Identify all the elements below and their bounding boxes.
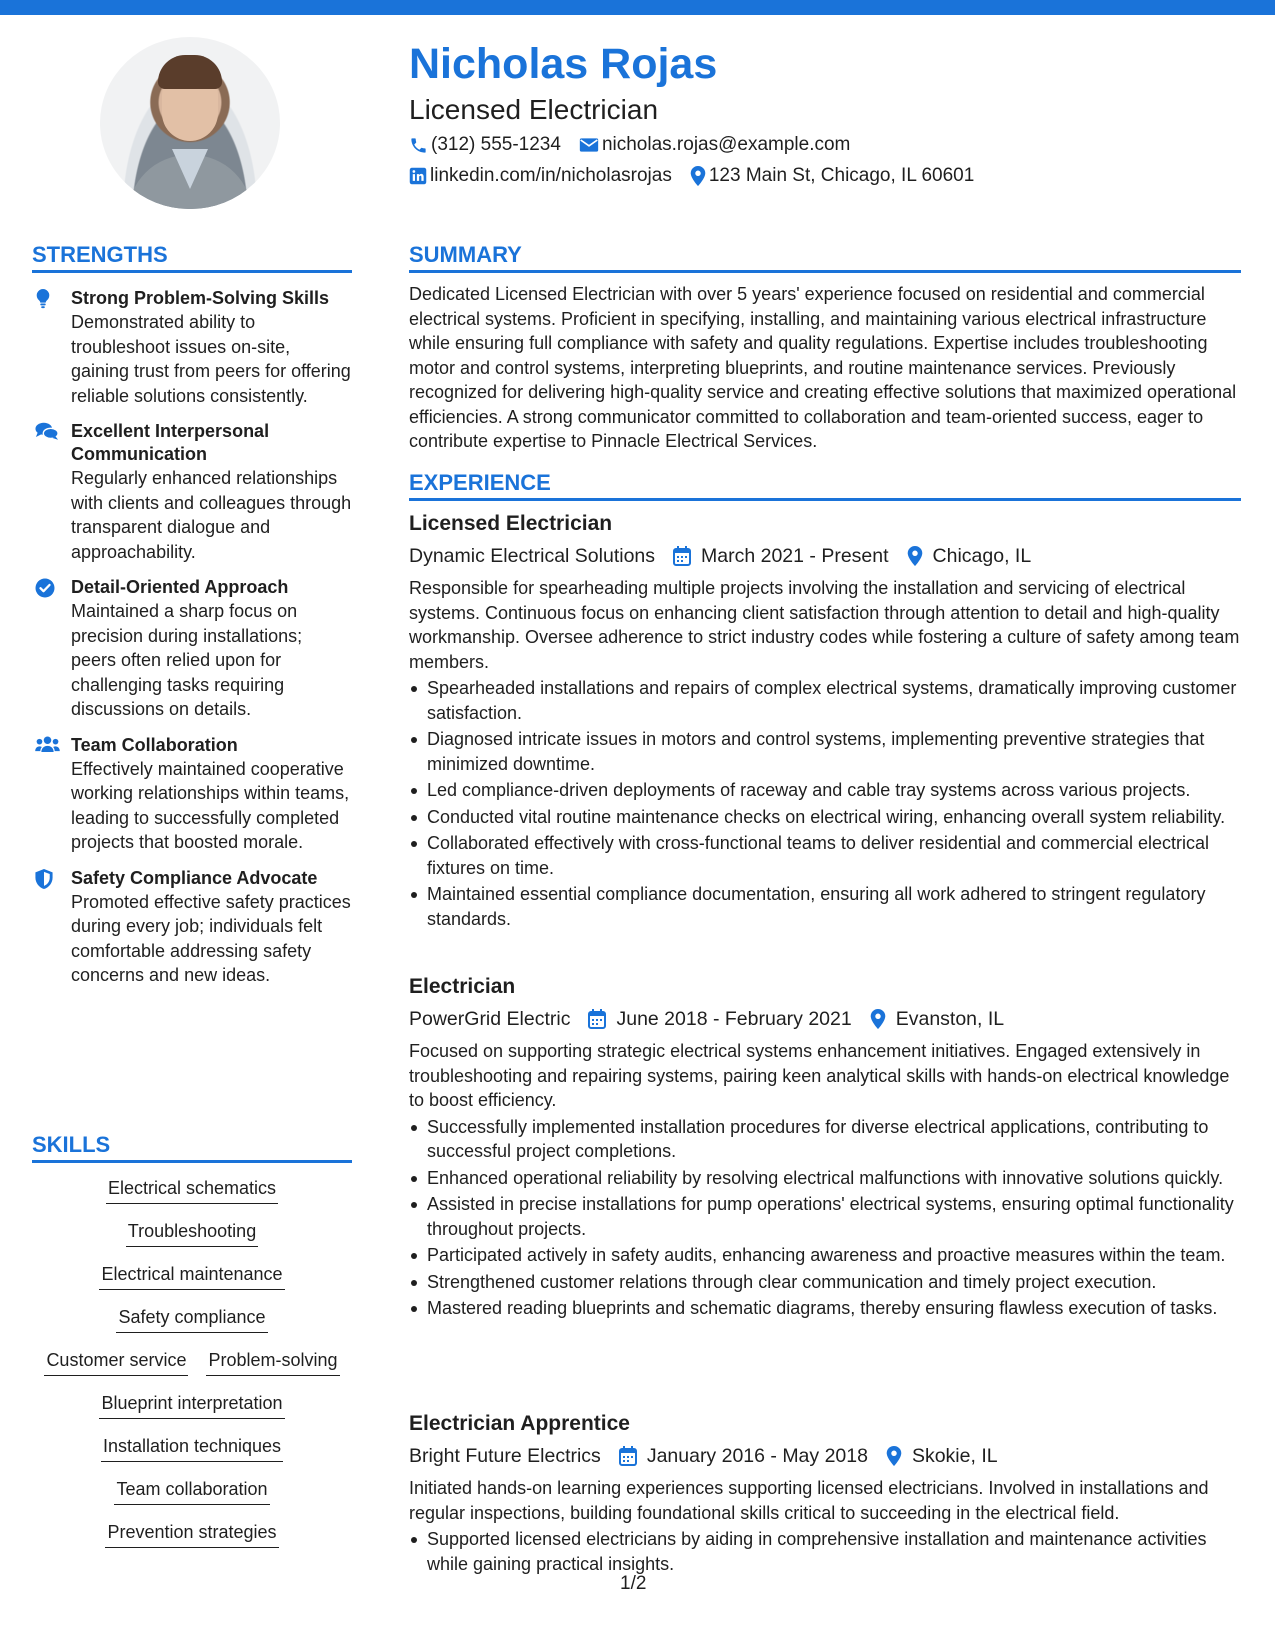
skill-tag: Prevention strategies <box>105 1522 278 1548</box>
strength-desc: Effectively maintained cooperative working relationships within teams, leading to successfully completed projects that boosted morale. <box>71 758 350 852</box>
job-bullet: Strengthened customer relations through clear communication and timely project execution. <box>409 1270 1241 1295</box>
strength-title: Excellent Interpersonal Communication <box>71 421 270 464</box>
strength-item <box>32 734 352 855</box>
job-entry <box>409 974 1241 1323</box>
strength-desc: Regularly enhanced relationships with clients and colleagues through transparent dialogue and approachability. <box>71 468 352 562</box>
linkedin-icon <box>409 167 427 185</box>
skill-tag: Customer service <box>44 1350 188 1376</box>
job-bullet: Conducted vital routine maintenance checks on electrical wiring, enhancing overall system reliability. <box>409 805 1241 830</box>
calendar-icon <box>588 1009 606 1029</box>
skill-tag: Problem-solving <box>206 1350 339 1376</box>
strengths-list <box>32 287 352 1000</box>
phone-text: (312) 555-1234 <box>431 134 561 155</box>
strength-title: Team Collaboration <box>71 734 238 755</box>
job-location: Skokie, IL <box>911 1444 998 1467</box>
experience-heading: EXPERIENCE <box>409 470 1241 501</box>
linkedin-text: linkedin.com/in/nicholasrojas <box>430 165 672 186</box>
shield-icon <box>35 869 53 889</box>
job-dates: January 2016 - May 2018 <box>646 1444 868 1467</box>
email-contact[interactable] <box>579 134 850 156</box>
job-bullet: Spearheaded installations and repairs of complex electrical systems, dramatically improving customer satisfaction. <box>409 676 1241 725</box>
users-icon <box>35 736 60 753</box>
job-description: Responsible for spearheading multiple projects involving the installation and servicing of electrical systems. Continuous focus on enhancing client satisfaction through attention to detail and high-quality workmanship. Oversee adherence to strict industry codes while fostering a culture of safety among team members. <box>409 578 1240 672</box>
candidate-name: Nicholas Rojas <box>409 40 718 88</box>
skill-tag: Blueprint interpretation <box>99 1393 284 1419</box>
job-bullet: Assisted in precise installations for pump operations' electrical systems, ensuring optimal functionality throughout projects. <box>409 1192 1241 1241</box>
summary-text: Dedicated Licensed Electrician with over 5 years' experience focused on residential and commercial electrical systems. Proficient in specifying, installing, and maintaining various electrical infrastructure while ensuring full compliance with safety and quality regulations. Expertise includes troubleshooting motor and control systems, interpreting blueprints, and routine maintenance services. Previously recognized for delivering high-quality service and creating effective solutions that maximized operational efficiencies. A strong communicator committed to collaboration and team-oriented success, eager to contribute expertise to Pinnacle Electrical Services. <box>409 284 1237 451</box>
job-location: Chicago, IL <box>932 544 1032 567</box>
skill-tag: Troubleshooting <box>126 1221 258 1247</box>
skill-tag: Safety compliance <box>116 1307 267 1333</box>
job-title: Electrician <box>409 975 516 998</box>
top-accent-bar <box>0 0 1275 15</box>
job-title: Licensed Electrician <box>409 512 613 535</box>
strengths-heading: STRENGTHS <box>32 242 352 273</box>
job-dates: June 2018 - February 2021 <box>616 1007 852 1030</box>
phone-contact[interactable] <box>409 134 561 156</box>
job-bullet: Successfully implemented installation procedures for diverse electrical applications, contributing to successful project completions. <box>409 1115 1241 1164</box>
strength-desc: Demonstrated ability to troubleshoot issues on-site, gaining trust from peers for offering reliable solutions consistently. <box>71 312 351 406</box>
job-meta <box>409 542 1241 570</box>
job-company: PowerGrid Electric <box>409 1007 571 1030</box>
strength-item <box>32 867 352 988</box>
email-text: nicholas.rojas@example.com <box>601 134 851 155</box>
job-bullet: Supported licensed electricians by aiding in comprehensive installation and maintenance activities while gaining practical insights. <box>409 1527 1241 1576</box>
calendar-icon <box>673 546 691 566</box>
skill-tag: Team collaboration <box>114 1479 269 1505</box>
map-pin-icon <box>870 1009 886 1029</box>
job-bullets <box>409 1115 1241 1321</box>
page-number: 1/2 <box>620 1573 647 1594</box>
job-bullet: Led compliance-driven deployments of raceway and cable tray systems across various projects. <box>409 778 1241 803</box>
check-circle-icon <box>35 578 55 598</box>
strength-title: Detail-Oriented Approach <box>71 577 289 597</box>
job-description: Initiated hands-on learning experiences supporting licensed electricians. Involved in installations and regular inspections, building foundational skills critical to succeeding in the electrical field. <box>409 1478 1209 1523</box>
job-description: Focused on supporting strategic electrical systems enhancement initiatives. Engaged extensively in troubleshooting and repairing systems, pairing keen analytical skills with hands-on electrical knowledge to boost efficiency. <box>409 1041 1230 1110</box>
strength-item <box>32 420 352 564</box>
job-bullet: Enhanced operational reliability by resolving electrical malfunctions with innovative solutions quickly. <box>409 1166 1241 1191</box>
job-bullets <box>409 1527 1241 1576</box>
calendar-icon <box>619 1446 637 1466</box>
contact-row-2 <box>409 165 992 187</box>
skill-tag: Electrical maintenance <box>99 1264 284 1290</box>
map-pin-icon <box>690 166 706 186</box>
job-company: Dynamic Electrical Solutions <box>409 544 656 567</box>
skills-heading: SKILLS <box>32 1132 352 1163</box>
job-bullets <box>409 676 1241 931</box>
phone-icon <box>409 136 428 155</box>
job-entry <box>409 1411 1241 1578</box>
lightbulb-icon <box>35 289 51 309</box>
skill-tag: Electrical schematics <box>106 1178 278 1204</box>
job-bullet: Diagnosed intricate issues in motors and control systems, implementing preventive strategies that minimized downtime. <box>409 727 1241 776</box>
skill-tag: Installation techniques <box>101 1436 283 1462</box>
strength-item <box>32 576 352 722</box>
job-entry <box>409 511 1241 933</box>
comments-icon <box>35 422 59 441</box>
strength-title: Strong Problem-Solving Skills <box>71 288 330 308</box>
strength-item <box>32 287 352 408</box>
job-bullet: Participated actively in safety audits, enhancing awareness and proactive measures within the team. <box>409 1243 1241 1268</box>
envelope-icon <box>579 137 599 153</box>
contact-row-1 <box>409 134 868 156</box>
job-bullet: Collaborated effectively with cross-functional teams to deliver residential and commercial electrical fixtures on time. <box>409 831 1241 880</box>
candidate-title: Licensed Electrician <box>409 94 659 125</box>
address-text: 123 Main St, Chicago, IL 60601 <box>708 165 975 186</box>
map-pin-icon <box>886 1446 902 1466</box>
map-pin-icon <box>907 546 923 566</box>
profile-photo <box>100 37 280 209</box>
job-dates: March 2021 - Present <box>701 544 889 567</box>
job-meta <box>409 1442 1241 1470</box>
summary-heading: SUMMARY <box>409 242 1241 273</box>
job-meta <box>409 1005 1241 1033</box>
job-bullet: Maintained essential compliance documentation, ensuring all work adhered to stringent regulatory standards. <box>409 882 1241 931</box>
address-contact <box>690 165 974 187</box>
job-bullet: Mastered reading blueprints and schematic diagrams, thereby ensuring flawless execution of tasks. <box>409 1296 1241 1321</box>
skills-list <box>32 1178 352 1565</box>
strength-desc: Promoted effective safety practices during every job; individuals felt comfortable addressing safety concerns and new ideas. <box>71 891 351 985</box>
job-location: Evanston, IL <box>895 1007 1005 1030</box>
linkedin-contact[interactable] <box>409 165 672 187</box>
strength-title: Safety Compliance Advocate <box>71 867 318 888</box>
job-company: Bright Future Electrics <box>409 1444 601 1467</box>
strength-desc: Maintained a sharp focus on precision during installations; peers often relied upon for challenging tasks requiring discussions on details. <box>71 601 303 719</box>
job-title: Electrician Apprentice <box>409 1412 630 1435</box>
